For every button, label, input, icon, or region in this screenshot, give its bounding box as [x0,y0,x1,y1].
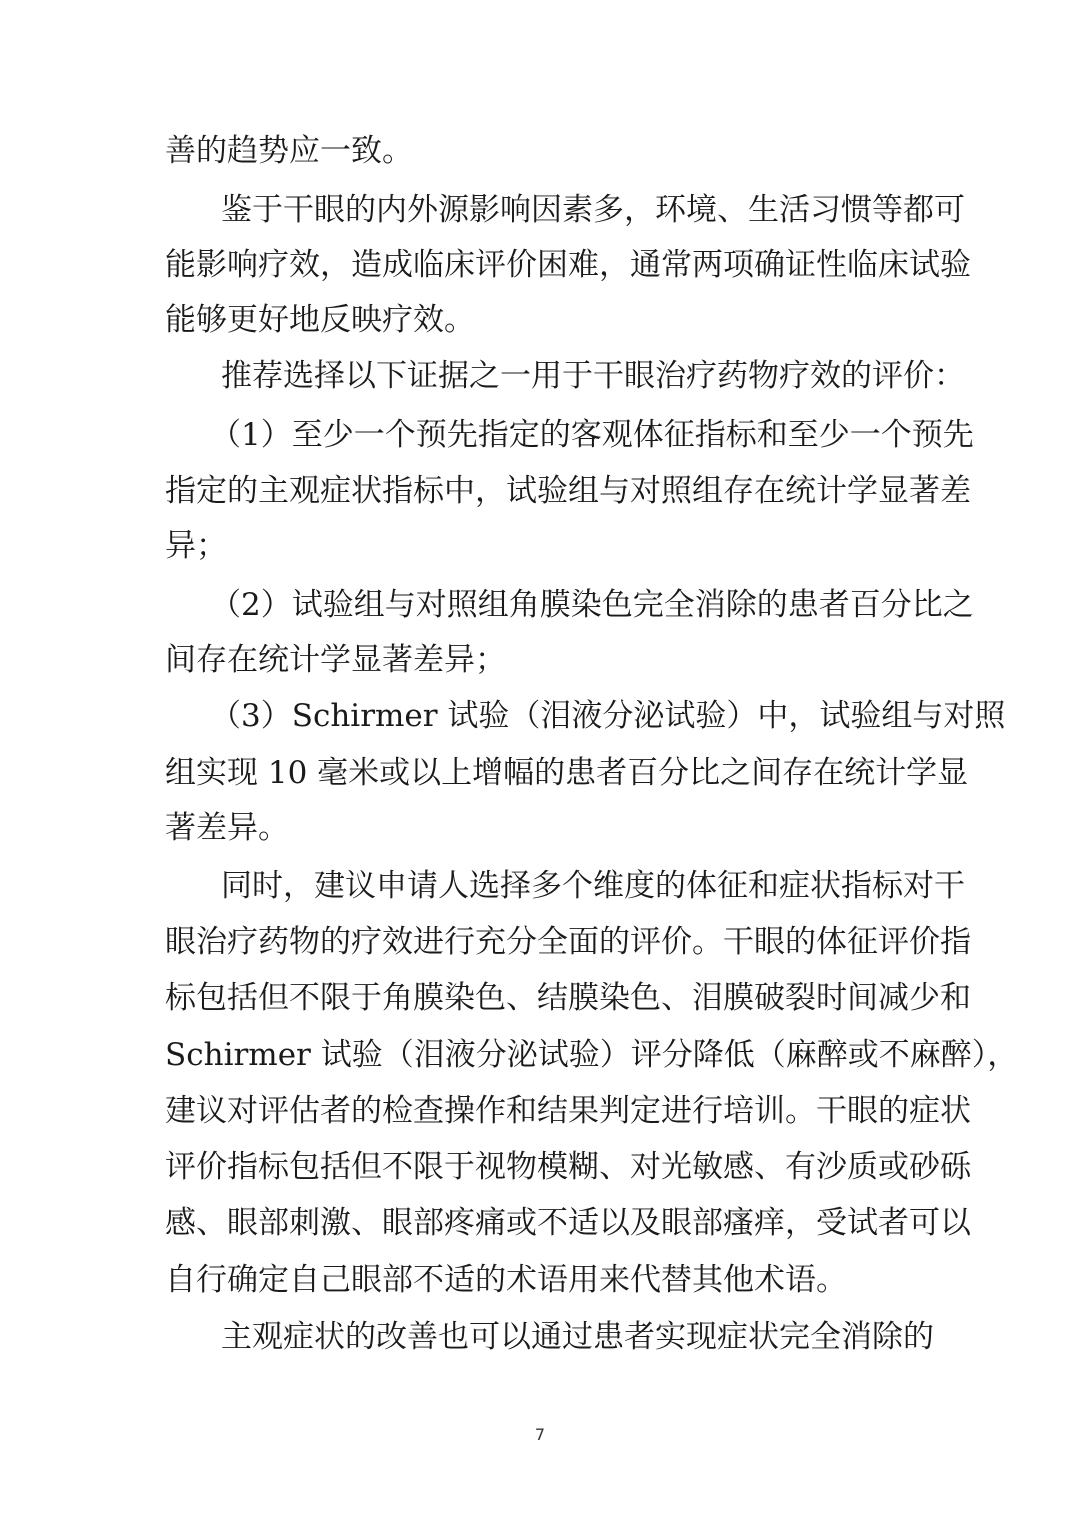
text-line: 能影响疗效，造成临床评价困难，通常两项确证性临床试验 [165,247,971,283]
text-line: 间存在统计学显著差异； [165,642,506,678]
text-line: 同时，建议申请人选择多个维度的体征和症状指标对干 [221,868,965,904]
text-line: （3）Schirmer 试验（泪液分泌试验）中，试验组与对照 [210,698,1006,734]
text-line: 建议对评估者的检查操作和结果判定进行培训。干眼的症状 [165,1093,971,1129]
text-line: 异； [165,528,227,564]
text-line: 推荐选择以下证据之一用于干眼治疗药物疗效的评价： [221,358,965,394]
text-line: 指定的主观症状指标中，试验组与对照组存在统计学显著差 [165,473,971,509]
text-line: 组实现 10 毫米或以上增幅的患者百分比之间存在统计学显 [165,755,969,791]
text-line: （1）至少一个预先指定的客观体征指标和至少一个预先 [210,417,974,453]
text-line: Schirmer 试验（泪液分泌试验）评分降低（麻醉或不麻醉）， [165,1037,1019,1073]
text-line: （2）试验组与对照组角膜染色完全消除的患者百分比之 [210,587,974,623]
text-line: 自行确定自己眼部不适的术语用来代替其他术语。 [165,1262,847,1298]
text-line: 感、眼部刺激、眼部疼痛或不适以及眼部瘙痒，受试者可以 [165,1205,971,1241]
text-line: 能够更好地反映疗效。 [165,302,475,338]
text-line: 善的趋势应一致。 [165,133,413,169]
text-line: 著差异。 [165,810,289,846]
text-line: 鉴于干眼的内外源影响因素多，环境、生活习惯等都可 [221,192,965,228]
text-line: 标包括但不限于角膜染色、结膜染色、泪膜破裂时间减少和 [165,980,971,1016]
text-line: 主观症状的改善也可以通过患者实现症状完全消除的 [221,1319,934,1355]
text-line: 眼治疗药物的疗效进行充分全面的评价。干眼的体征评价指 [165,924,971,960]
page-number: 7 [534,1425,546,1444]
text-line: 评价指标包括但不限于视物模糊、对光敏感、有沙质或砂砾 [165,1149,971,1185]
